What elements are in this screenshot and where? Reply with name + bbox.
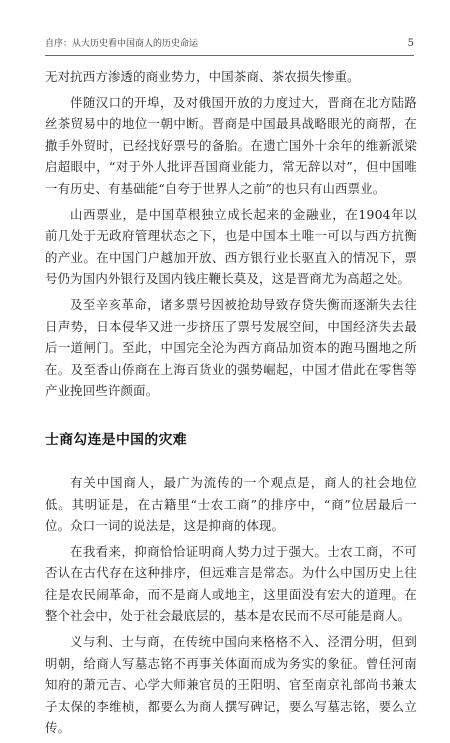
paragraph: 在我看来，抑商恰恰证明商人势力过于强大。士农工商，不可否认在古代存在这种排序，但远难言是常态。为什么中国历史上往往是农民闹革命，而不是商人或地主，这里面没有宏大的道理。在整个社会中，处于社会最底层的，基本是农民而不尽可能是商人。 — [45, 543, 417, 624]
paragraph: 义与利、士与商，在传统中国向来格格不入、泾渭分明，但到明朝，给商人写墓志铭不再事关体面而成为务实的象征。曾任河南知府的萧元吉、心学大师兼官员的王阳明、官至南京礼部尚书兼太子太保的李维桢，都要么为商人撰写碑记，要么写墓志铭，要么立传。 — [45, 634, 417, 736]
header-divider — [45, 55, 414, 56]
section-heading: 士商勾连是中国的灾难 — [45, 431, 187, 448]
paragraph: 及至辛亥革命，诸多票号因被抢劫导致存贷失衡而逐渐失去往日声势，日本侵华又进一步挤压了票号发展空间，中国经济失去最后一道闸门。至此，中国完全沦为西方商品加资本的跑马圈地之所在。及至香山侨商在上海百货业的强势崛起，中国才借此在零售等产业挽回些许颜面。 — [45, 296, 417, 399]
paragraph: 有关中国商人，最广为流传的一个观点是，商人的社会地位低。其明证是，在古籍里“士农工商”的排序中，“商”位居最后一位。众口一词的说法是，这是抑商的体现。 — [45, 474, 417, 534]
paragraph: 伴随汉口的开埠，及对俄国开放的力度过大，晋商在北方陆路丝茶贸易中的地位一朝中断。晋商是中国最具战略眼光的商帮，在撒手外贸时，已经找好票号的备胎。在遗亡国外十余年的维新派梁启超眼中，“对于外人批评吾国商业能力，常无辞以对”，但中国唯一有历史、有基础能“自夸于世界人之前”的也只有山西票业。 — [45, 94, 417, 196]
page-body — [45, 66, 417, 743]
paragraph: 无对抗西方渗透的商业势力，中国茶商、茶农损失惨重。 — [45, 69, 360, 84]
running-header — [45, 36, 414, 52]
paragraph: 山西票业，是中国草根独立成长起来的金融业，在1904年以前几处于无政府管理状态之下，也是中国本土唯一可以与西方抗衡的产业。在中国门户越加开放、西方银行业长驱直入的情况下，票号仍为国内外银行及国内钱庄鞭长莫及，这是晋商尤为高超之处。 — [45, 206, 417, 287]
page-number: 5 — [407, 38, 414, 49]
running-header-title: 自序：从大历史看中国商人的历史命运 — [45, 39, 199, 49]
